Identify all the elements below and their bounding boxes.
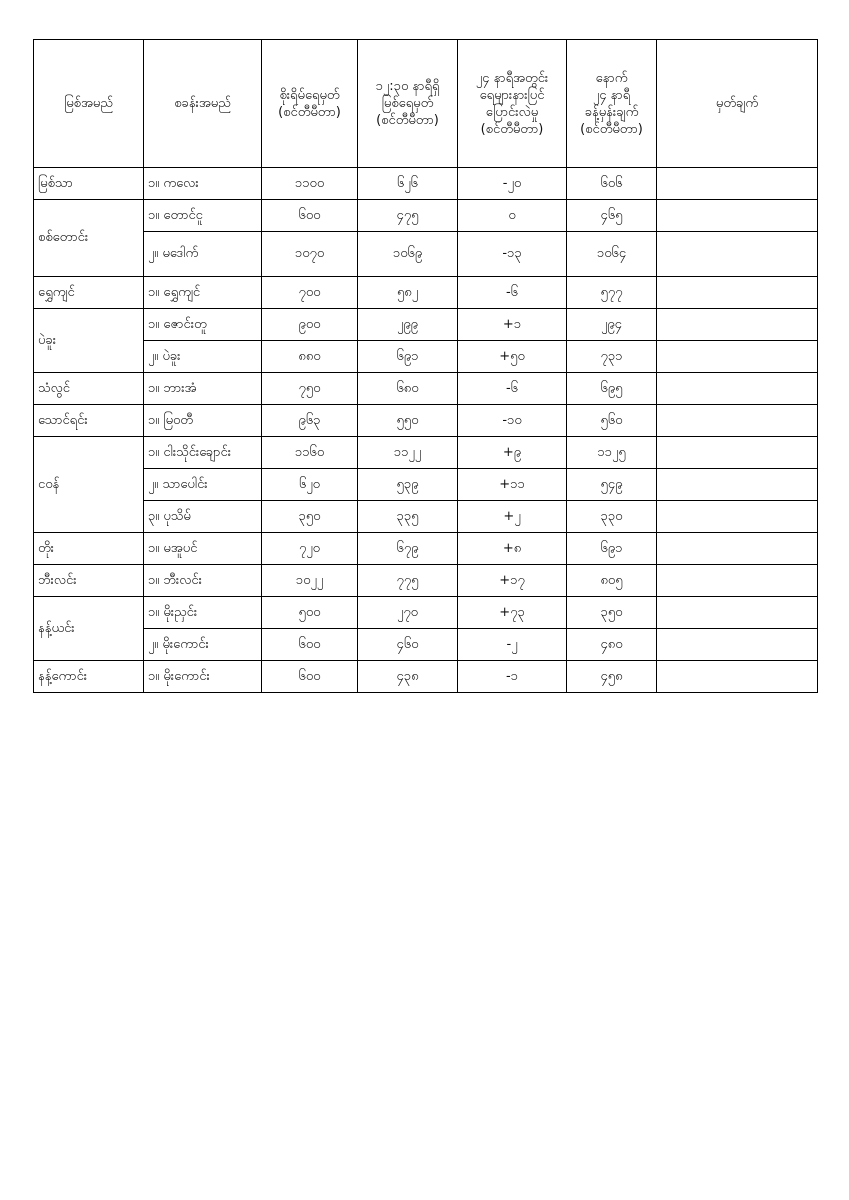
remark-cell	[657, 309, 818, 341]
level-change-cell: +၅၀	[458, 341, 567, 373]
level-change-cell: -၂၀	[458, 168, 567, 200]
header-river-name: မြစ်အမည်	[34, 40, 144, 168]
level-change-cell: +၉	[458, 437, 567, 469]
danger-level-cell: ၁၀၇၀	[262, 232, 358, 277]
header-station-name: စခန်းအမည်	[144, 40, 262, 168]
remark-cell	[657, 565, 818, 597]
danger-level-cell: ၁၁၆၀	[262, 437, 358, 469]
remark-cell	[657, 661, 818, 693]
table-row	[34, 168, 818, 200]
table-row	[34, 373, 818, 405]
table-row	[34, 533, 818, 565]
current-level-cell: ၆၂၆	[358, 168, 458, 200]
river-name-cell: မြစ်သာ	[34, 168, 144, 200]
forecast-cell: ၆၉၁	[567, 533, 657, 565]
level-change-cell: +၁၁	[458, 469, 567, 501]
river-water-level-table	[33, 39, 818, 693]
table-row	[34, 277, 818, 309]
remark-cell	[657, 232, 818, 277]
level-change-cell: -၁	[458, 661, 567, 693]
station-cell: ၁။ ဇောင်းတူ	[144, 309, 262, 341]
table-row	[34, 661, 818, 693]
river-name-cell: သောင်ရင်း	[34, 405, 144, 437]
table-row	[34, 469, 818, 501]
danger-level-cell: ၇၀၀	[262, 277, 358, 309]
remark-cell	[657, 501, 818, 533]
level-change-cell: -၆	[458, 277, 567, 309]
forecast-cell: ၁၁၂၅	[567, 437, 657, 469]
table-row	[34, 437, 818, 469]
current-level-cell: ၂၇၀	[358, 597, 458, 629]
level-change-cell: -၆	[458, 373, 567, 405]
danger-level-cell: ၉၀၀	[262, 309, 358, 341]
station-cell: ၁။ မိုးညှင်း	[144, 597, 262, 629]
river-name-cell: စစ်တောင်း	[34, 200, 144, 277]
remark-cell	[657, 405, 818, 437]
current-level-cell: ၄၇၅	[358, 200, 458, 232]
station-cell: ၁။ မအူပင်	[144, 533, 262, 565]
current-level-cell: ၄၆၀	[358, 629, 458, 661]
danger-level-cell: ၆၀၀	[262, 661, 358, 693]
table-row	[34, 405, 818, 437]
forecast-cell: ၄၆၅	[567, 200, 657, 232]
remark-cell	[657, 437, 818, 469]
header-current-level: ၁၂:၃၀ နာရီရှိ မြစ်ရေမှတ် (စင်တီမီတာ)	[358, 40, 458, 168]
current-level-cell: ၂၉၉	[358, 309, 458, 341]
remark-cell	[657, 277, 818, 309]
level-change-cell: -၁၃	[458, 232, 567, 277]
danger-level-cell: ၉၆၃	[262, 405, 358, 437]
header-remarks: မှတ်ချက်	[657, 40, 818, 168]
station-cell: ၁။ မြဝတီ	[144, 405, 262, 437]
current-level-cell: ၅၈၂	[358, 277, 458, 309]
station-cell: ၃။ ပုသိမ်	[144, 501, 262, 533]
forecast-cell: ၅၆၀	[567, 405, 657, 437]
current-level-cell: ၅၅၀	[358, 405, 458, 437]
forecast-cell: ၆၉၅	[567, 373, 657, 405]
current-level-cell: ၁၁၂၂	[358, 437, 458, 469]
station-cell: ၁။ ဘားအံ	[144, 373, 262, 405]
forecast-cell: ၂၉၄	[567, 309, 657, 341]
river-name-cell: ရွှေကျင်	[34, 277, 144, 309]
table-row	[34, 501, 818, 533]
station-cell: ၁။ မိုးကောင်း	[144, 661, 262, 693]
forecast-cell: ၅၄၉	[567, 469, 657, 501]
danger-level-cell: ၅၀၀	[262, 597, 358, 629]
table-body	[34, 168, 818, 693]
level-change-cell: -၁၀	[458, 405, 567, 437]
forecast-cell: ၄၅၈	[567, 661, 657, 693]
station-cell: ၁။ ငါးသိုင်းချောင်း	[144, 437, 262, 469]
forecast-cell: ၅၇၇	[567, 277, 657, 309]
forecast-cell: ၁၀၆၄	[567, 232, 657, 277]
forecast-cell: ၃၅၀	[567, 597, 657, 629]
remark-cell	[657, 629, 818, 661]
current-level-cell: ၆၈၀	[358, 373, 458, 405]
danger-level-cell: ၇၂၀	[262, 533, 358, 565]
remark-cell	[657, 200, 818, 232]
current-level-cell: ၅၃၉	[358, 469, 458, 501]
river-name-cell: နန့်ကောင်း	[34, 661, 144, 693]
river-name-cell: တိုး	[34, 533, 144, 565]
level-change-cell: -၂	[458, 629, 567, 661]
level-change-cell: ၀	[458, 200, 567, 232]
table-row	[34, 565, 818, 597]
remark-cell	[657, 341, 818, 373]
current-level-cell: ၆၉၁	[358, 341, 458, 373]
danger-level-cell: ၇၅၀	[262, 373, 358, 405]
danger-level-cell: ၁၀၂၂	[262, 565, 358, 597]
danger-level-cell: ၃၅၀	[262, 501, 358, 533]
river-name-cell: ပဲခူး	[34, 309, 144, 373]
forecast-cell: ၇၃၁	[567, 341, 657, 373]
station-cell: ၁။ ဘီးလင်း	[144, 565, 262, 597]
table-header-row	[34, 40, 818, 168]
current-level-cell: ၇၇၅	[358, 565, 458, 597]
station-cell: ၁။ တောင်ငူ	[144, 200, 262, 232]
danger-level-cell: ၁၁၀၀	[262, 168, 358, 200]
river-name-cell: နန့်ယင်း	[34, 597, 144, 661]
table-row	[34, 309, 818, 341]
remark-cell	[657, 469, 818, 501]
river-name-cell: ငဝန်	[34, 437, 144, 533]
table-row	[34, 341, 818, 373]
header-24h-change: ၂၄ နာရီအတွင်း ရေများနားပြင် ပြောင်းလဲမှု (စင်တီမီတာ)	[458, 40, 567, 168]
danger-level-cell: ၈၈၀	[262, 341, 358, 373]
remark-cell	[657, 597, 818, 629]
river-name-cell: သံလွင်	[34, 373, 144, 405]
danger-level-cell: ၆၀၀	[262, 200, 358, 232]
river-name-cell: ဘီးလင်း	[34, 565, 144, 597]
remark-cell	[657, 373, 818, 405]
level-change-cell: +၁	[458, 309, 567, 341]
level-change-cell: +၁၇	[458, 565, 567, 597]
current-level-cell: ၃၃၅	[358, 501, 458, 533]
table-row	[34, 629, 818, 661]
danger-level-cell: ၆၀၀	[262, 629, 358, 661]
current-level-cell: ၆၇၉	[358, 533, 458, 565]
station-cell: ၂။ သာပေါင်း	[144, 469, 262, 501]
table-row	[34, 597, 818, 629]
table-row	[34, 200, 818, 232]
forecast-cell: ၃၃၀	[567, 501, 657, 533]
station-cell: ၂။ မိုးကောင်း	[144, 629, 262, 661]
level-change-cell: +၂	[458, 501, 567, 533]
station-cell: ၂။ မဒေါက်	[144, 232, 262, 277]
current-level-cell: ၄၃၈	[358, 661, 458, 693]
station-cell: ၁။ ရွှေကျင်	[144, 277, 262, 309]
station-cell: ၁။ ကလေး	[144, 168, 262, 200]
header-forecast: နောက် ၂၄ နာရီ ခန့်မှန်းချက် (စင်တီမီတာ)	[567, 40, 657, 168]
forecast-cell: ၄၈၀	[567, 629, 657, 661]
header-danger-level: စိုးရိမ်ရေမှတ် (စင်တီမီတာ)	[262, 40, 358, 168]
level-change-cell: +၈	[458, 533, 567, 565]
current-level-cell: ၁၀၆၉	[358, 232, 458, 277]
remark-cell	[657, 168, 818, 200]
table-row	[34, 232, 818, 277]
station-cell: ၂။ ပဲခူး	[144, 341, 262, 373]
danger-level-cell: ၆၂၀	[262, 469, 358, 501]
forecast-cell: ၆၀၆	[567, 168, 657, 200]
forecast-cell: ၈၀၅	[567, 565, 657, 597]
level-change-cell: +၇၃	[458, 597, 567, 629]
remark-cell	[657, 533, 818, 565]
